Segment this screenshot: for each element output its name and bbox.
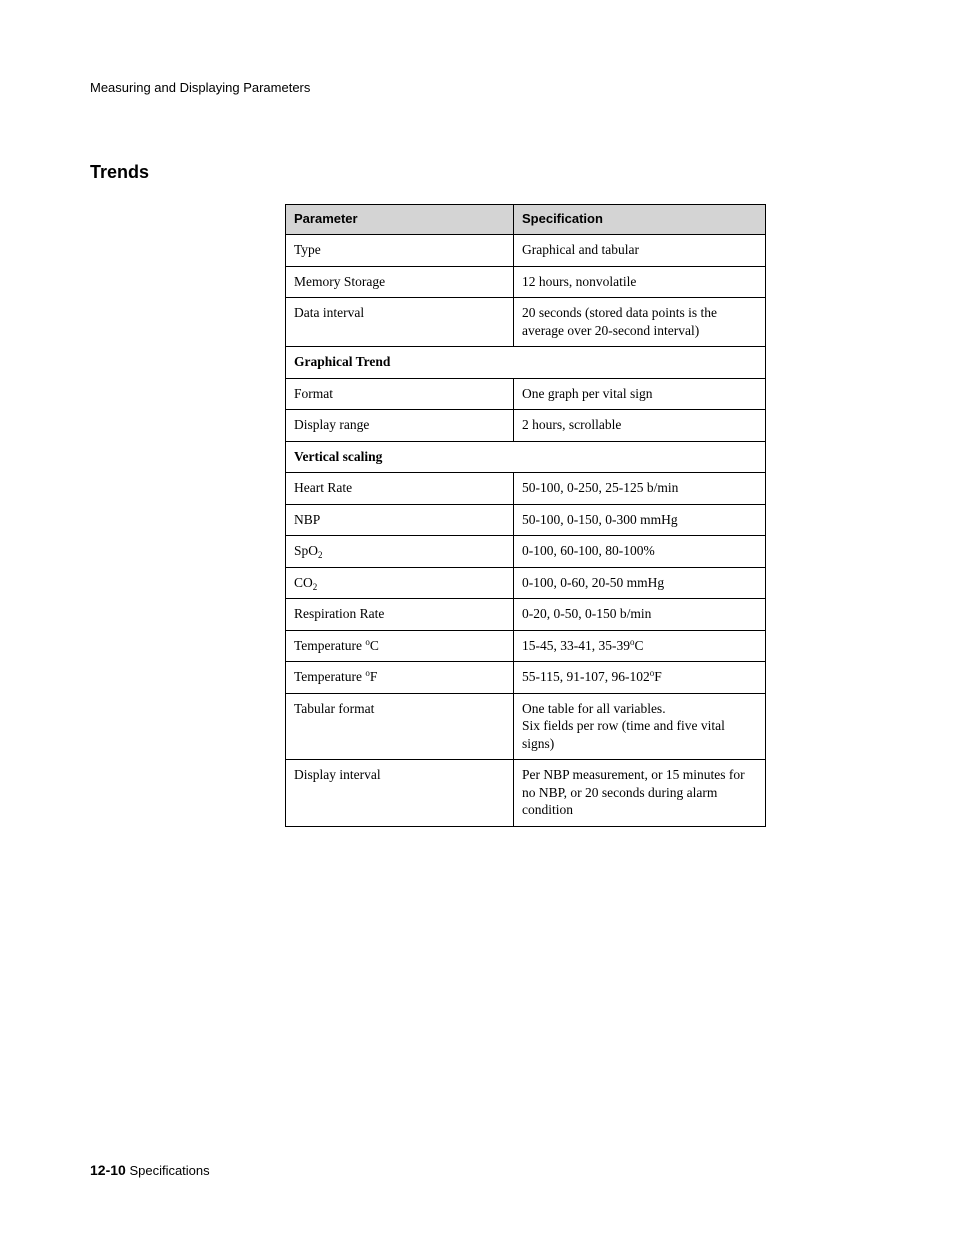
- spec-base: 15-45, 33-41, 35-39: [522, 637, 630, 653]
- trends-spec-table: [285, 204, 766, 827]
- spec-line: no NBP, or 20 seconds during alarm: [522, 784, 718, 800]
- page-number: 12-10: [90, 1162, 126, 1178]
- param-subscript: 2: [312, 581, 318, 592]
- spec-line: condition: [522, 802, 573, 817]
- table-subheading-row: [286, 347, 766, 379]
- table-row: [286, 536, 766, 568]
- param-cell: [286, 536, 514, 568]
- spec-line: average over 20-second interval): [522, 322, 700, 338]
- spec-base: 55-115, 91-107, 96-102: [522, 669, 650, 684]
- spec-cell: [514, 662, 766, 694]
- spec-cell: [514, 298, 766, 347]
- table-subheading-row: [286, 441, 766, 473]
- param-cell: Type: [286, 235, 514, 267]
- running-header: Measuring and Displaying Parameters: [90, 80, 311, 95]
- spec-cell: 2 hours, scrollable: [514, 410, 766, 442]
- param-unit: F: [369, 669, 378, 684]
- table-row: [286, 693, 766, 760]
- section-title: Trends: [90, 162, 150, 182]
- spec-unit: F: [654, 669, 662, 684]
- param-cell: [286, 567, 514, 599]
- spec-line: signs): [522, 735, 555, 751]
- table-row: [286, 504, 766, 536]
- spec-line: 20 seconds (stored data points is the: [522, 305, 717, 320]
- spec-line: Six fields per row (time and five vital: [522, 718, 725, 733]
- param-base: Temperature: [294, 669, 366, 684]
- spec-cell: [514, 693, 766, 760]
- param-cell: [286, 662, 514, 694]
- spec-cell: 50-100, 0-150, 0-300 mmHg: [514, 504, 766, 536]
- param-cell: NBP: [286, 504, 514, 536]
- column-header-specification: Specification: [514, 205, 766, 235]
- param-cell: Format: [286, 378, 514, 410]
- degree-superscript: o: [365, 636, 370, 647]
- param-base: Temperature: [294, 637, 366, 653]
- param-base: SpO: [294, 543, 319, 558]
- spec-line: Per NBP measurement, or 15 minutes for: [522, 767, 745, 782]
- param-cell: Display range: [286, 410, 514, 442]
- table-header-row: [286, 205, 766, 235]
- param-unit: C: [369, 637, 379, 653]
- spec-unit: C: [634, 637, 644, 653]
- subheading-vertical-scaling: Vertical scaling: [286, 441, 766, 473]
- spec-cell: 0-20, 0-50, 0-150 b/min: [514, 599, 766, 631]
- param-cell: Heart Rate: [286, 473, 514, 505]
- table-row: [286, 235, 766, 267]
- degree-superscript: o: [365, 668, 370, 678]
- spec-cell: Graphical and tabular: [514, 235, 766, 267]
- spec-cell: 0-100, 0-60, 20-50 mmHg: [514, 567, 766, 599]
- param-cell: Respiration Rate: [286, 599, 514, 631]
- param-cell: Data interval: [286, 298, 514, 347]
- spec-cell: [514, 630, 766, 662]
- table-row: [286, 662, 766, 694]
- page-footer: [90, 1162, 210, 1178]
- table-row: [286, 567, 766, 599]
- table-row: [286, 630, 766, 662]
- param-cell: [286, 630, 514, 662]
- table-row: [286, 410, 766, 442]
- degree-superscript: o: [649, 668, 655, 678]
- footer-chapter: Specifications: [129, 1163, 210, 1178]
- table-row: [286, 298, 766, 347]
- table-row: [286, 378, 766, 410]
- subheading-graphical-trend: Graphical Trend: [286, 347, 766, 379]
- table-row: [286, 266, 766, 298]
- param-cell: Display interval: [286, 760, 514, 827]
- spec-line: One table for all variables.: [522, 700, 666, 716]
- param-subscript: 2: [318, 550, 323, 560]
- table-row: [286, 760, 766, 827]
- param-base: CO: [294, 574, 313, 590]
- param-cell: Tabular format: [286, 693, 514, 760]
- table-row: [286, 599, 766, 631]
- table-row: [286, 473, 766, 505]
- spec-cell: [514, 760, 766, 827]
- degree-superscript: o: [630, 636, 635, 647]
- column-header-parameter: Parameter: [286, 205, 514, 235]
- param-cell: Memory Storage: [286, 266, 514, 298]
- spec-cell: 12 hours, nonvolatile: [514, 266, 766, 298]
- spec-cell: One graph per vital sign: [514, 378, 766, 410]
- spec-cell: 0-100, 60-100, 80-100%: [514, 536, 766, 568]
- spec-cell: 50-100, 0-250, 25-125 b/min: [514, 473, 766, 505]
